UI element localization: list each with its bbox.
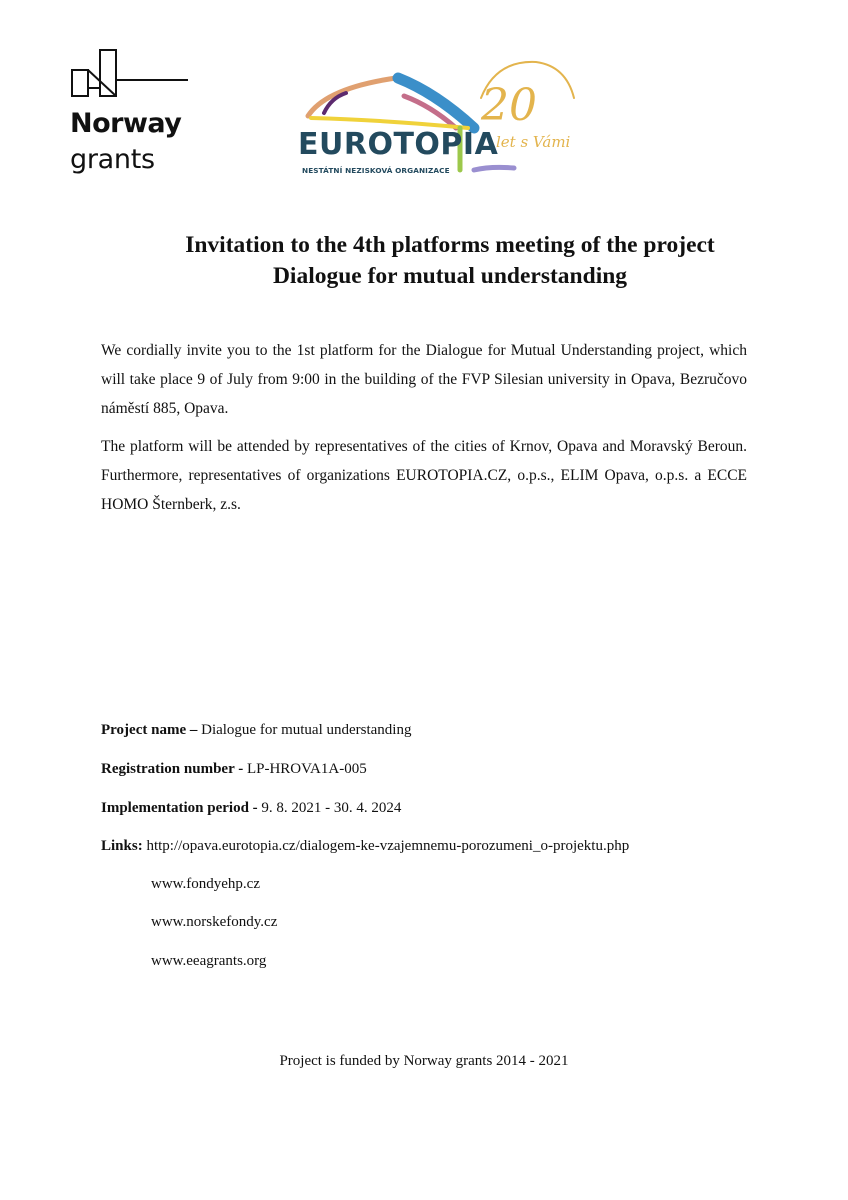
norway-grants-emblem-icon [68,48,198,108]
document-title [100,230,800,292]
registration-number-row [101,761,367,778]
project-name-value: Dialogue for mutual understanding [197,722,412,738]
implementation-period-row [101,800,401,817]
link-fondyehp[interactable]: www.fondyehp.cz [151,876,260,892]
attendees-paragraph: The platform will be attended by representatives of the cities of Krnov, Opava and Moravský Beroun. Furthermore, representatives of organizations EUROTOPIA.CZ, o.p.s., ELIM Opava, o.p.s. a ECCE HOMO Šternberk, z.s. [101,438,747,513]
link-project-page[interactable]: http://opava.eurotopia.cz/dialogem-ke-vzajemnemu-porozumeni_o-projektu.php [146,838,630,854]
link-eeagrants[interactable]: www.eeagrants.org [151,953,267,969]
invitation-paragraph: We cordially invite you to the 1st platform for the Dialogue for Mutual Understanding project, which will take place 9 of July from 9:00 in the building of the FVP Silesian university in Opava, Bezručovo náměstí 885, Opava. [101,342,747,417]
project-name-label: Project name – [101,722,198,738]
eurotopia-anniversary-text: let s Vámi [496,133,571,151]
links-row [101,838,629,855]
links-label: Links: [101,838,143,854]
implementation-period-value: 9. 8. 2021 - 30. 4. 2024 [257,800,402,816]
eurotopia-logo-wordmark: EUROTOPIA [298,127,499,162]
eurotopia-logo [296,58,586,188]
document-title-line1: Invitation to the 4th platforms meeting of the project [185,232,715,258]
norway-grants-logo-line1: Norway [70,108,182,139]
norway-grants-logo [68,48,198,188]
registration-number-value: LP-HROVA1A-005 [243,761,367,777]
eurotopia-anniversary-number: 20 [481,80,537,131]
registration-number-label: Registration number - [101,761,244,777]
norway-grants-logo-line2: grants [70,144,155,175]
link-norskefondy[interactable]: www.norskefondy.cz [151,914,278,930]
project-name-row [101,722,411,739]
document-title-line2: Dialogue for mutual understanding [272,263,628,289]
implementation-period-label: Implementation period - [101,800,258,816]
funding-footer: Project is funded by Norway grants 2014 - 2021 [279,1053,569,1069]
eurotopia-logo-subtitle: NESTÁTNÍ NEZISKOVÁ ORGANIZACE [302,166,450,175]
